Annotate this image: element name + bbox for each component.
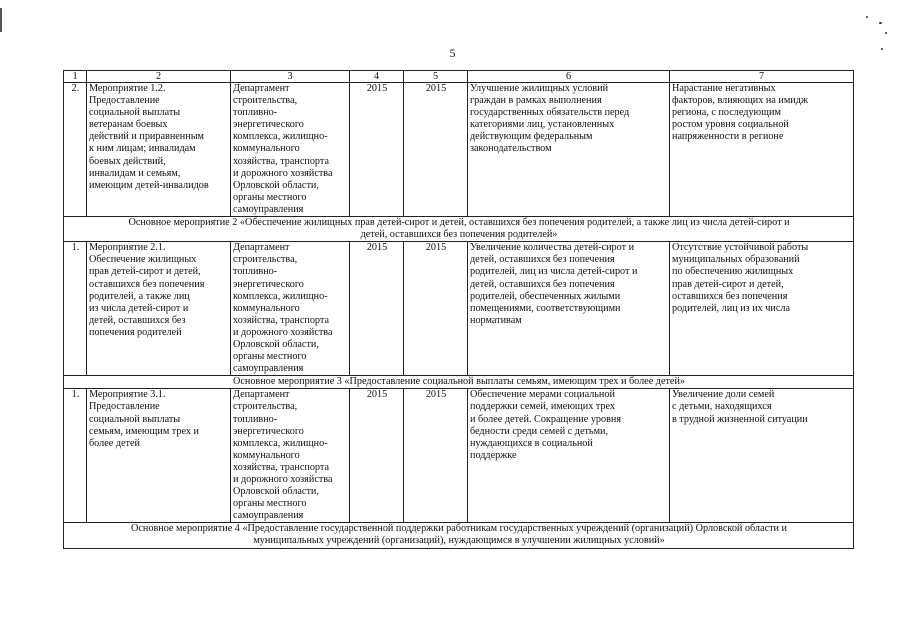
section-line: Основное мероприятие 3 «Предоставление социальной выплаты семьям, имеющим трех и более детей» bbox=[232, 376, 685, 388]
result-line: поддержке bbox=[470, 449, 517, 461]
result-line: действующим федеральным bbox=[470, 131, 593, 143]
executor-line: комплекса, жилищно- bbox=[233, 131, 328, 143]
scan-speck bbox=[885, 32, 887, 34]
measure-line: попечения родителей bbox=[89, 326, 182, 338]
end-year: 2015 bbox=[404, 242, 468, 376]
executor-line: строительства, bbox=[233, 401, 298, 413]
section-line: Основное мероприятие 4 «Предоставление государственной поддержки работникам государственных учреждений (организаций) Орловской области и bbox=[131, 523, 787, 535]
consequence-line: напряженности в регионе bbox=[672, 131, 784, 143]
consequence-line: оставшихся без попечения bbox=[672, 290, 788, 302]
row-number: 2. bbox=[64, 83, 87, 217]
consequence-cell bbox=[670, 389, 854, 523]
executor-line: энергетического bbox=[233, 425, 304, 437]
result-line: помещениями, соответствующими bbox=[470, 302, 621, 314]
consequence-line: с детьми, находящихся bbox=[672, 401, 772, 413]
consequence-line: региона, с последующим bbox=[672, 107, 781, 119]
executor-line: Департамент bbox=[233, 389, 290, 401]
executor-line: топливно- bbox=[233, 107, 278, 119]
table-row bbox=[64, 389, 854, 523]
executor-line: хозяйства, транспорта bbox=[233, 461, 329, 473]
scan-edge-mark bbox=[0, 8, 2, 32]
executor-line: коммунального bbox=[233, 449, 300, 461]
measure-name-cell bbox=[87, 83, 231, 217]
measure-line: к ним лицам; инвалидам bbox=[89, 143, 196, 155]
executor-line: энергетического bbox=[233, 278, 304, 290]
measure-line: более детей bbox=[89, 437, 140, 449]
expected-result-cell bbox=[468, 83, 670, 217]
measure-line: Предоставление bbox=[89, 401, 160, 413]
measure-line: Мероприятие 3.1. bbox=[89, 389, 166, 401]
executor-line: Департамент bbox=[233, 242, 290, 254]
executor-line: органы местного bbox=[233, 498, 307, 510]
executor-line: топливно- bbox=[233, 266, 278, 278]
measure-line: прав детей-сирот и детей, bbox=[89, 266, 201, 278]
measure-line: социальной выплаты bbox=[89, 107, 181, 119]
consequence-line: Отсутствие устойчивой работы bbox=[672, 242, 809, 254]
executor-line: и дорожного хозяйства bbox=[233, 326, 333, 338]
measure-line: Мероприятие 1.2. bbox=[89, 83, 166, 94]
measure-name-cell bbox=[87, 242, 231, 376]
executor-line: Орловской области, bbox=[233, 179, 319, 191]
executor-line: Департамент bbox=[233, 83, 290, 94]
start-year: 2015 bbox=[350, 242, 404, 376]
measure-line: боевых действий, bbox=[89, 155, 166, 167]
consequence-line: прав детей-сирот и детей, bbox=[672, 278, 784, 290]
executor-line: и дорожного хозяйства bbox=[233, 474, 333, 485]
result-line: граждан в рамках выполнения bbox=[470, 95, 602, 107]
column-number: 6 bbox=[468, 71, 670, 83]
expected-result-cell bbox=[468, 389, 670, 523]
measure-line: имеющим детей-инвалидов bbox=[89, 179, 209, 191]
scan-speck bbox=[866, 16, 868, 18]
column-number: 3 bbox=[231, 71, 350, 83]
expected-result-cell bbox=[468, 242, 670, 376]
result-line: нуждающихся в социальной bbox=[470, 437, 593, 449]
column-number: 4 bbox=[350, 71, 404, 83]
section-line: Основное мероприятие 2 «Обеспечение жилищных прав детей-сирот и детей, оставшихся без попечения родителей, а также лиц из числа детей-сирот и bbox=[128, 217, 790, 229]
measure-line: родителей, а также лиц bbox=[89, 290, 190, 302]
executor-line: комплекса, жилищно- bbox=[233, 290, 328, 302]
result-line: и более детей. Сокращение уровня bbox=[470, 413, 622, 425]
column-number: 5 bbox=[404, 71, 468, 83]
result-line: поддержки семей, имеющих трех bbox=[470, 401, 616, 413]
table-row bbox=[64, 83, 854, 217]
result-line: категориями лиц, установленных bbox=[470, 119, 615, 131]
executor-cell bbox=[231, 242, 350, 376]
result-line: Обеспечение мерами социальной bbox=[470, 389, 615, 401]
consequence-line: родителей, лиц из их числа bbox=[672, 302, 791, 314]
consequence-line: муниципальных образований bbox=[672, 254, 800, 266]
consequence-line: в трудной жизненной ситуации bbox=[672, 413, 808, 425]
section-line: детей, оставшихся без попечения родителей» bbox=[360, 229, 558, 241]
executor-line: самоуправления bbox=[233, 363, 304, 375]
executor-line: строительства, bbox=[233, 254, 298, 266]
column-number: 7 bbox=[670, 71, 854, 83]
start-year: 2015 bbox=[350, 389, 404, 523]
consequence-cell bbox=[670, 83, 854, 217]
result-line: нормативам bbox=[470, 314, 522, 326]
section-title bbox=[64, 376, 854, 389]
section-row bbox=[64, 376, 854, 389]
scan-speck bbox=[879, 22, 882, 24]
measure-line: детей, оставшихся без bbox=[89, 314, 186, 326]
executor-line: топливно- bbox=[233, 413, 278, 425]
table-row bbox=[64, 242, 854, 376]
measure-line: социальной выплаты bbox=[89, 413, 181, 425]
executor-line: органы местного bbox=[233, 351, 307, 363]
consequence-cell bbox=[670, 242, 854, 376]
measure-line: Обеспечение жилищных bbox=[89, 254, 197, 266]
page-number: 5 bbox=[449, 46, 456, 60]
program-table bbox=[63, 70, 854, 549]
executor-cell bbox=[231, 389, 350, 523]
consequence-line: Нарастание негативных bbox=[672, 83, 776, 94]
executor-line: коммунального bbox=[233, 302, 300, 314]
result-line: детей, оставшихся без попечения bbox=[470, 278, 615, 290]
executor-line: самоуправления bbox=[233, 203, 304, 215]
result-line: родителей, обеспеченных жилыми bbox=[470, 290, 621, 302]
consequence-line: ростом уровня социальной bbox=[672, 119, 789, 131]
row-number: 1. bbox=[64, 389, 87, 523]
section-title bbox=[64, 217, 854, 242]
column-number-row bbox=[64, 71, 854, 83]
column-number: 2 bbox=[87, 71, 231, 83]
executor-line: Орловской области, bbox=[233, 338, 319, 350]
executor-line: хозяйства, транспорта bbox=[233, 314, 329, 326]
measure-line: Предоставление bbox=[89, 95, 160, 107]
consequence-line: по обеспечению жилищных bbox=[672, 266, 794, 278]
section-row bbox=[64, 523, 854, 548]
result-line: бедности среди семей с детьми, bbox=[470, 425, 609, 437]
measure-line: действий и приравненным bbox=[89, 131, 204, 143]
executor-line: комплекса, жилищно- bbox=[233, 437, 328, 449]
measure-line: из числа детей-сирот и bbox=[89, 302, 189, 314]
consequence-line: факторов, влияющих на имидж bbox=[672, 95, 808, 107]
result-line: Увеличение количества детей-сирот и bbox=[470, 242, 635, 254]
measure-line: ветеранам боевых bbox=[89, 119, 168, 131]
executor-line: самоуправления bbox=[233, 510, 304, 522]
row-number: 1. bbox=[64, 242, 87, 376]
executor-line: коммунального bbox=[233, 143, 300, 155]
end-year: 2015 bbox=[404, 83, 468, 217]
measure-line: Мероприятие 2.1. bbox=[89, 242, 166, 254]
executor-line: хозяйства, транспорта bbox=[233, 155, 329, 167]
result-line: законодательством bbox=[470, 143, 552, 155]
column-number: 1 bbox=[64, 71, 87, 83]
consequence-line: Увеличение доли семей bbox=[672, 389, 775, 401]
section-title bbox=[64, 523, 854, 548]
measure-line: инвалидам и семьям, bbox=[89, 167, 181, 179]
section-line: муниципальных учреждений (организаций), нуждающимся в улучшении жилищных условий» bbox=[253, 535, 665, 547]
measure-name-cell bbox=[87, 389, 231, 523]
result-line: Улучшение жилищных условий bbox=[470, 83, 609, 94]
start-year: 2015 bbox=[350, 83, 404, 217]
executor-line: органы местного bbox=[233, 191, 307, 203]
measure-line: семьям, имеющим трех и bbox=[89, 425, 199, 437]
result-line: родителей, лиц из числа детей-сирот и bbox=[470, 266, 638, 278]
executor-line: строительства, bbox=[233, 95, 298, 107]
result-line: государственных обязательств перед bbox=[470, 107, 630, 119]
measure-line: оставшихся без попечения bbox=[89, 278, 205, 290]
executor-line: и дорожного хозяйства bbox=[233, 167, 333, 179]
end-year: 2015 bbox=[404, 389, 468, 523]
result-line: детей, оставшихся без попечения bbox=[470, 254, 615, 266]
section-row bbox=[64, 217, 854, 242]
executor-cell bbox=[231, 83, 350, 217]
executor-line: энергетического bbox=[233, 119, 304, 131]
executor-line: Орловской области, bbox=[233, 486, 319, 498]
